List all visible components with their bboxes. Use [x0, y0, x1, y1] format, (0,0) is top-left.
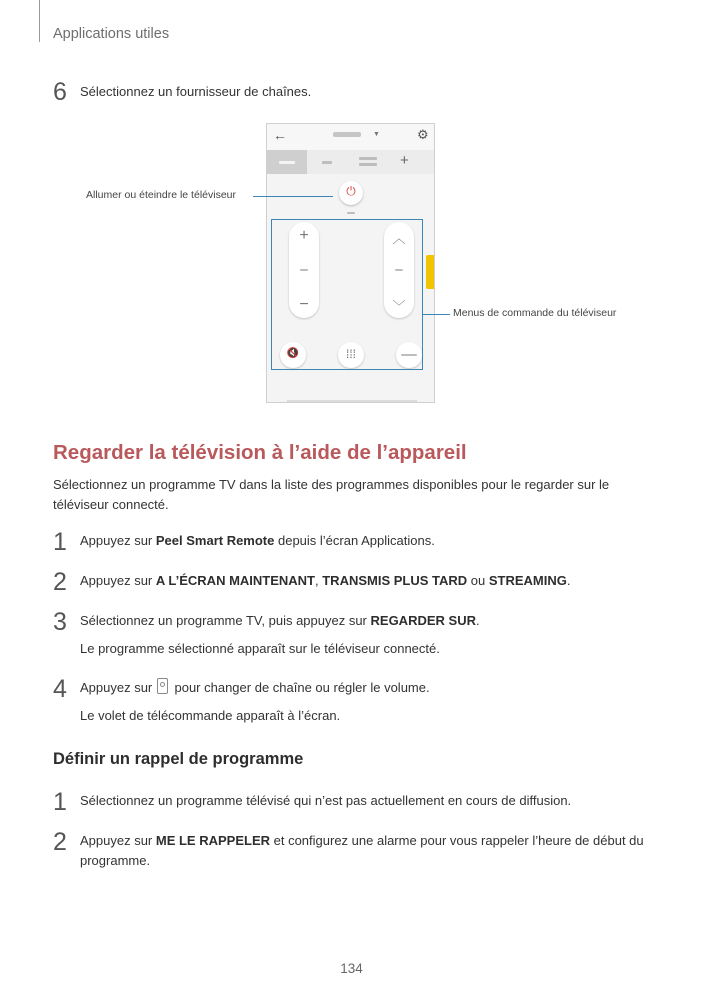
callout-menus: Menus de commande du téléviseur — [453, 307, 617, 319]
remote-icon — [157, 678, 168, 694]
step-text: Sélectionnez un programme télévisé qui n’est pas actuellement en cours de diffusion. — [80, 793, 572, 808]
step-number: 3 — [53, 608, 67, 636]
volume-up-icon: + — [299, 227, 309, 244]
subsection-title: Définir un rappel de programme — [53, 750, 304, 768]
mute-icon: 🔇 — [286, 348, 300, 359]
tab-label — [279, 161, 295, 164]
running-header: Applications utiles — [53, 26, 170, 42]
keypad-icon: ⁞⁞⁞ — [345, 347, 356, 361]
callout-power-line — [253, 196, 333, 197]
step-text: Appuyez sur ME LE RAPPELER et configurez une alarme pour vous rappeler l’heure de début du programme. — [80, 833, 644, 868]
step-text: Appuyez sur Peel Smart Remote depuis l’écran Applications. — [80, 533, 435, 548]
side-panel-tab — [426, 255, 435, 289]
step-text: Sélectionnez un programme TV, puis appuyez sur REGARDER SUR. — [80, 613, 480, 628]
step-text: Appuyez sur A L’ÉCRAN MAINTENANT, TRANSMIS PLUS TARD ou STREAMING. — [80, 573, 571, 588]
step-note: Le volet de télécommande apparaît à l’écran. — [80, 708, 341, 723]
step-note: Le programme sélectionné apparaît sur le téléviseur connecté. — [80, 641, 440, 656]
chevron-down-icon: ▼ — [373, 131, 380, 138]
step-number: 4 — [53, 675, 67, 703]
header-rule — [39, 0, 40, 42]
step-text: Appuyez sur pour changer de chaîne ou régler le volume. — [80, 680, 430, 695]
step-number: 6 — [53, 78, 67, 106]
step-number: 1 — [53, 528, 67, 556]
volume-down-icon: − — [299, 296, 309, 313]
callout-menus-line — [423, 314, 450, 315]
section-intro: Sélectionnez un programme TV dans la liste des programmes disponibles pour le regarder sur le téléviseur connecté. — [53, 477, 610, 512]
step-number: 2 — [53, 568, 67, 596]
plus-icon: + — [400, 152, 409, 169]
section-title: Regarder la télévision à l’aide de l’appareil — [53, 441, 467, 464]
step-number: 1 — [53, 788, 67, 816]
chevron-up-icon: ︿ — [392, 231, 406, 246]
callout-power: Allumer ou éteindre le téléviseur — [86, 189, 236, 201]
gear-icon: ⚙ — [417, 127, 429, 142]
back-arrow-icon: ← — [273, 127, 287, 143]
power-icon: ⏻ — [346, 184, 356, 198]
step-number: 2 — [53, 828, 67, 856]
chevron-down-icon: ﹀ — [392, 299, 406, 314]
app-bar — [267, 124, 434, 150]
page-number: 134 — [340, 961, 363, 976]
step-text: Sélectionnez un fournisseur de chaînes. — [80, 84, 312, 99]
tab-label — [359, 163, 377, 166]
control-menus-highlight — [271, 219, 423, 370]
tab-label — [359, 157, 377, 160]
tab-label — [322, 161, 332, 164]
power-button — [339, 181, 363, 205]
power-label — [347, 212, 355, 214]
room-selector — [333, 132, 361, 137]
bottom-strip — [287, 400, 417, 403]
